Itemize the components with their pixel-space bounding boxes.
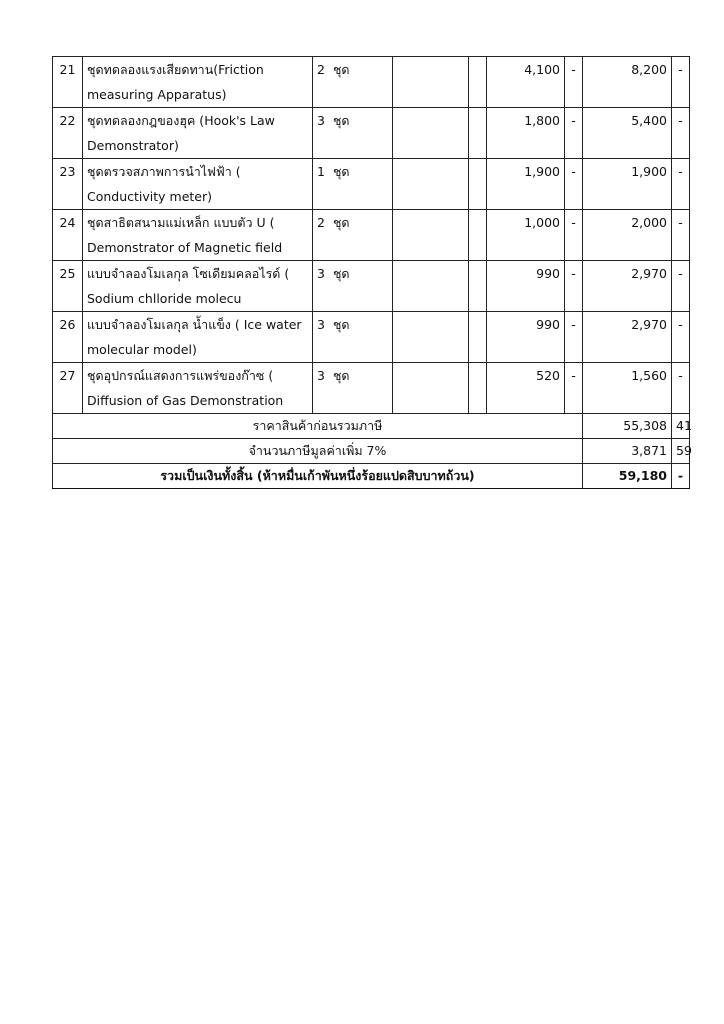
blank-cell [393, 312, 469, 363]
table-row [53, 159, 690, 210]
item-unit-price-satang: - [565, 210, 583, 261]
table-row [53, 363, 690, 414]
item-amount: 2,000 [583, 210, 672, 261]
item-qty-value: 3 [317, 317, 325, 332]
item-number: 27 [53, 363, 83, 414]
item-description [83, 210, 313, 261]
item-quantity [313, 312, 393, 363]
item-number: 21 [53, 57, 83, 108]
item-name-line1: ชุดทดลองกฎของฮุค (Hook's Law [87, 113, 275, 128]
item-quantity [313, 57, 393, 108]
item-amount: 1,900 [583, 159, 672, 210]
item-amount: 5,400 [583, 108, 672, 159]
item-unit: ชุด [332, 62, 350, 77]
item-unit-price: 1,800 [487, 108, 565, 159]
item-name-line2: Conductivity meter) [87, 189, 213, 204]
item-quantity [313, 159, 393, 210]
item-unit: ชุด [332, 368, 350, 383]
item-description [83, 159, 313, 210]
vat-label: จำนวนภาษีมูลค่าเพิ่ม 7% [53, 439, 583, 464]
item-number: 24 [53, 210, 83, 261]
item-number: 22 [53, 108, 83, 159]
item-amount-satang: - [672, 312, 690, 363]
vat-satang: 59 [672, 439, 690, 464]
item-amount: 2,970 [583, 312, 672, 363]
item-unit-price-satang: - [565, 108, 583, 159]
item-number: 23 [53, 159, 83, 210]
grand-total-row [53, 464, 690, 489]
item-unit: ชุด [332, 215, 350, 230]
table-row [53, 108, 690, 159]
item-description [83, 363, 313, 414]
blank-cell [393, 108, 469, 159]
item-amount-satang: - [672, 261, 690, 312]
item-qty-value: 3 [317, 368, 325, 383]
item-name-line1: ชุดอุปกรณ์แสดงการแพร่ของก๊าซ ( [87, 368, 274, 383]
item-rows [53, 57, 690, 414]
summary-rows [53, 414, 690, 489]
item-amount-satang: - [672, 210, 690, 261]
subtotal-satang: 41 [672, 414, 690, 439]
item-qty-value: 3 [317, 266, 325, 281]
item-unit-price-satang: - [565, 57, 583, 108]
item-name-line2: measuring Apparatus) [87, 87, 227, 102]
item-quantity [313, 108, 393, 159]
item-description [83, 312, 313, 363]
item-unit-price-satang: - [565, 312, 583, 363]
item-unit: ชุด [332, 317, 350, 332]
table-row [53, 57, 690, 108]
item-amount-satang: - [672, 363, 690, 414]
item-name-line1: แบบจำลองโมเลกุล น้ำแข็ง ( Ice water [87, 317, 302, 332]
item-name-line1: ชุดตรวจสภาพการนำไฟฟ้า ( [87, 164, 241, 179]
item-unit-price-satang: - [565, 159, 583, 210]
item-unit: ชุด [332, 266, 350, 281]
item-unit-price: 4,100 [487, 57, 565, 108]
table-row [53, 312, 690, 363]
item-qty-value: 3 [317, 113, 325, 128]
item-name-line2: molecular model) [87, 342, 197, 357]
blank-cell [393, 210, 469, 261]
item-name-line1: ชุดสาธิตสนามแม่เหล็ก แบบตัว U ( [87, 215, 275, 230]
blank-cell [393, 159, 469, 210]
blank-cell [393, 57, 469, 108]
blank-cell [393, 261, 469, 312]
table-row [53, 210, 690, 261]
item-name-line1: ชุดทดลองแรงเสียดทาน(Friction [87, 62, 264, 77]
item-number: 26 [53, 312, 83, 363]
blank-cell [469, 108, 487, 159]
table-row [53, 261, 690, 312]
item-name-line2: Sodium chlloride molecu [87, 291, 242, 306]
subtotal-label: ราคาสินค้าก่อนรวมภาษี [53, 414, 583, 439]
item-amount-satang: - [672, 57, 690, 108]
item-unit-price: 1,000 [487, 210, 565, 261]
item-amount: 8,200 [583, 57, 672, 108]
grand-total-value: 59,180 [583, 464, 672, 489]
blank-cell [469, 210, 487, 261]
item-unit-price: 990 [487, 261, 565, 312]
vat-row [53, 439, 690, 464]
item-name-line2: Diffusion of Gas Demonstration [87, 393, 284, 408]
item-name-line1: แบบจำลองโมเลกุล โซเดียมคลอไรด์ ( [87, 266, 290, 281]
price-table [52, 56, 690, 489]
item-quantity [313, 261, 393, 312]
item-name-line2: Demonstrator) [87, 138, 179, 153]
item-qty-value: 2 [317, 215, 325, 230]
item-unit-price-satang: - [565, 363, 583, 414]
vat-value: 3,871 [583, 439, 672, 464]
item-qty-value: 2 [317, 62, 325, 77]
blank-cell [469, 261, 487, 312]
item-unit-price: 1,900 [487, 159, 565, 210]
subtotal-row [53, 414, 690, 439]
blank-cell [393, 363, 469, 414]
item-description [83, 57, 313, 108]
item-unit: ชุด [332, 113, 350, 128]
item-name-line2: Demonstrator of Magnetic field [87, 240, 283, 255]
item-unit: ชุด [332, 164, 350, 179]
blank-cell [469, 57, 487, 108]
subtotal-value: 55,308 [583, 414, 672, 439]
item-unit-price-satang: - [565, 261, 583, 312]
item-amount: 1,560 [583, 363, 672, 414]
item-amount-satang: - [672, 108, 690, 159]
blank-cell [469, 312, 487, 363]
item-unit-price: 990 [487, 312, 565, 363]
grand-total-label: รวมเป็นเงินทั้งสิ้น (ห้าหมื่นเก้าพันหนึ่งร้อยแปดสิบบาทถ้วน) [53, 464, 583, 489]
item-description [83, 108, 313, 159]
item-qty-value: 1 [317, 164, 325, 179]
item-quantity [313, 210, 393, 261]
item-unit-price: 520 [487, 363, 565, 414]
blank-cell [469, 363, 487, 414]
item-amount: 2,970 [583, 261, 672, 312]
item-description [83, 261, 313, 312]
blank-cell [469, 159, 487, 210]
item-quantity [313, 363, 393, 414]
item-number: 25 [53, 261, 83, 312]
grand-total-satang: - [672, 464, 690, 489]
item-amount-satang: - [672, 159, 690, 210]
